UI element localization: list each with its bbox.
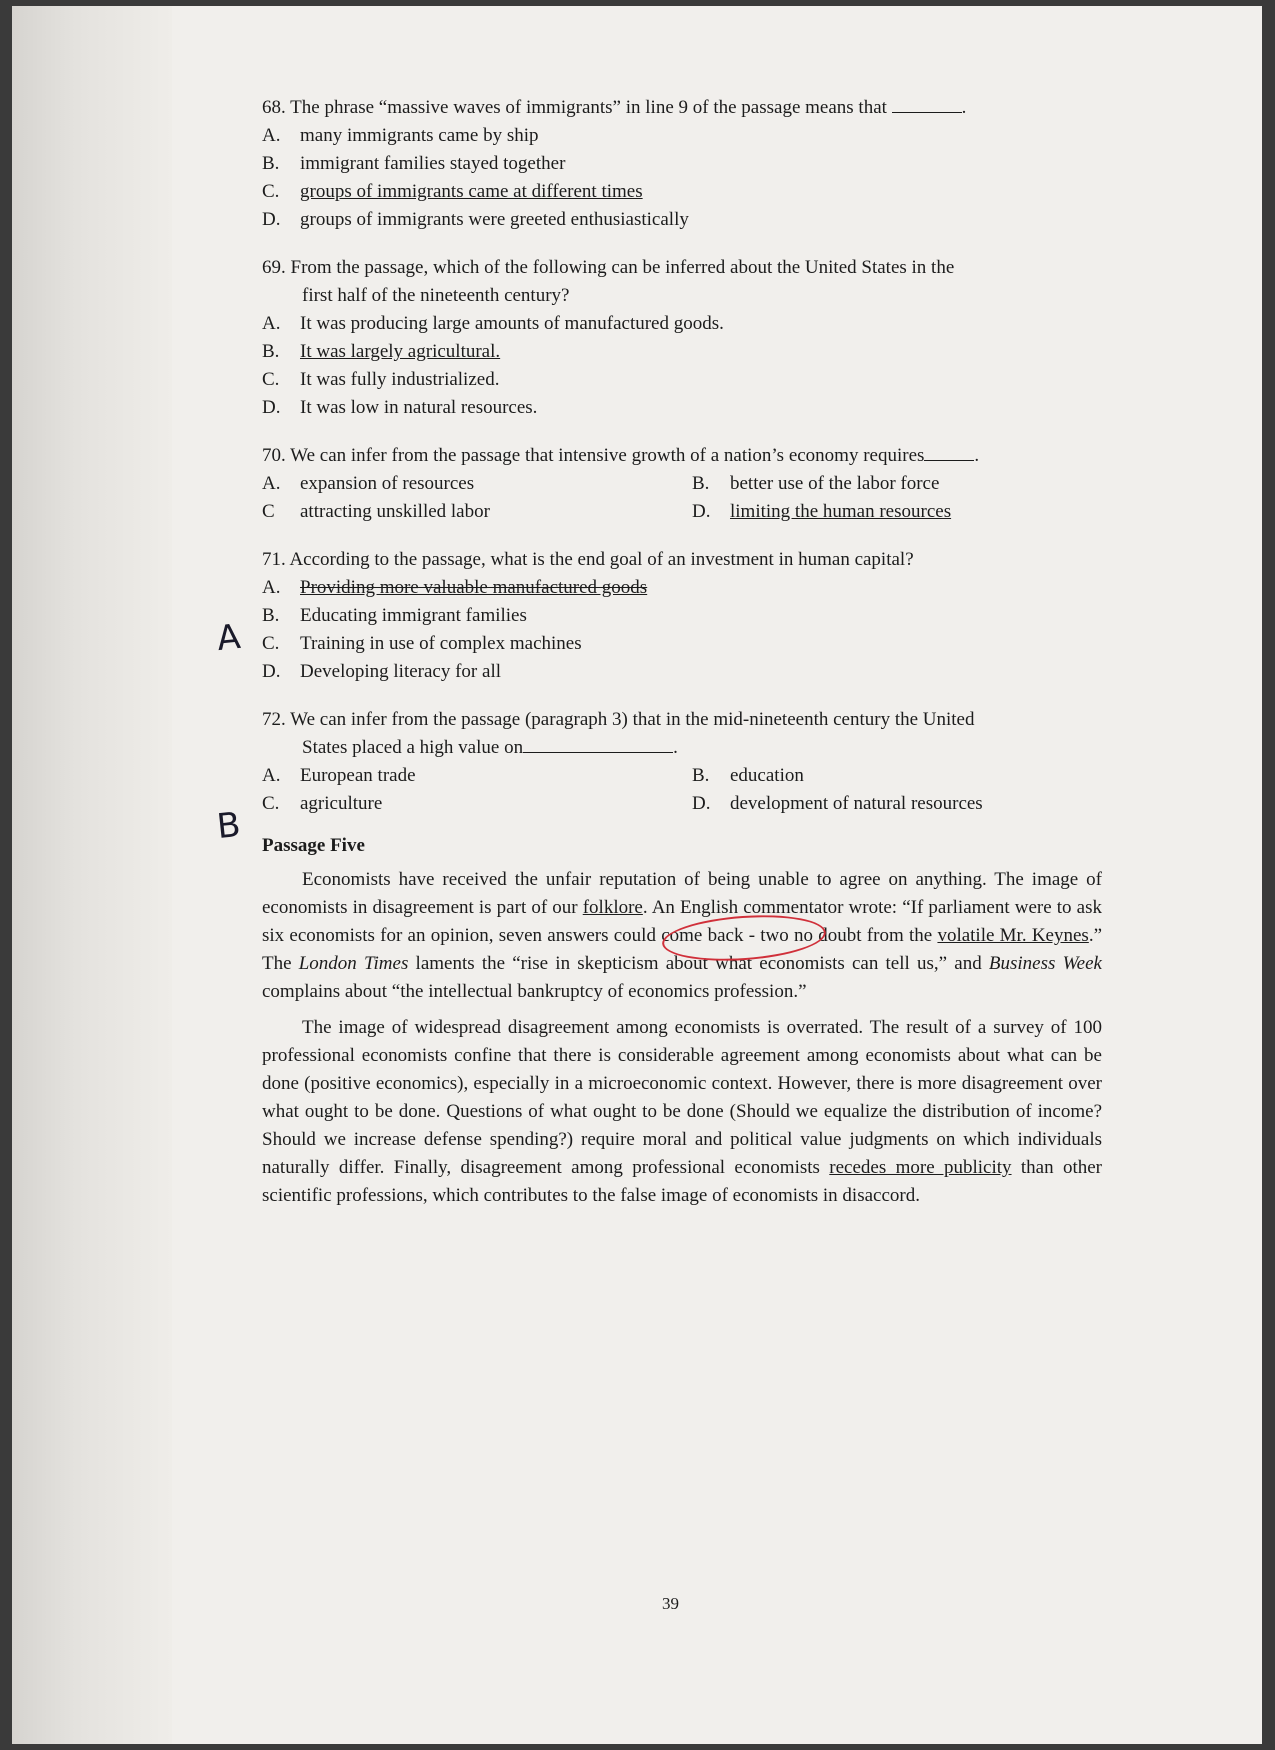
stem-tail: .	[961, 97, 967, 118]
option-c	[262, 178, 1102, 206]
option-letter: B.	[262, 341, 280, 362]
option-letter: A.	[262, 473, 281, 494]
option-text: Training in use of complex machines	[300, 633, 582, 654]
text-run: than other scientific professions, which contributes to the false image of economists in disaccord.	[262, 1157, 1102, 1206]
option-b	[692, 470, 1102, 498]
question-number: 72.	[262, 709, 286, 730]
underlined-phrase: volatile Mr. Keynes	[937, 925, 1089, 946]
option-letter: A.	[262, 765, 281, 786]
option-c	[262, 498, 692, 526]
option-d	[262, 206, 1102, 234]
italic-title: London Times	[298, 953, 409, 974]
question-stem	[262, 94, 1102, 122]
option-text: It was largely agricultural.	[300, 341, 501, 362]
option-letter: B.	[692, 765, 710, 786]
italic-title: Business Week	[988, 953, 1102, 974]
option-letter: D.	[262, 397, 281, 418]
option-a	[262, 470, 692, 498]
option-text: European trade	[300, 765, 416, 786]
option-a	[262, 122, 1102, 150]
option-text: many immigrants came by ship	[300, 125, 539, 146]
stem-tail: .	[974, 445, 980, 466]
option-text: groups of immigrants came at different times	[300, 181, 643, 202]
question-number: 69.	[262, 257, 286, 278]
option-text: immigrant families stayed together	[300, 153, 566, 174]
option-a	[262, 310, 1102, 338]
options-grid	[262, 470, 1102, 526]
question-number: 70.	[262, 445, 286, 466]
handwritten-answer-71: A	[214, 616, 243, 660]
option-text: expansion of resources	[300, 473, 475, 494]
passage-title: Passage Five	[262, 835, 365, 856]
question-text: According to the passage, what is the end goal of an investment in human capital?	[289, 549, 914, 570]
option-c	[262, 630, 1102, 658]
option-letter: C.	[262, 633, 280, 654]
option-letter: D.	[692, 501, 711, 522]
question-number: 71.	[262, 549, 286, 570]
question-text-continued	[262, 734, 1102, 762]
question-70	[262, 442, 1102, 526]
question-69	[262, 254, 1102, 422]
option-b	[692, 762, 1102, 790]
option-b	[262, 602, 1102, 630]
option-d	[262, 394, 1102, 422]
underlined-phrase: recedes more publicity	[829, 1157, 1012, 1178]
text-run: Economists have received the unfair reputation of being unable to agree on anything. The image of economists in disagreement is part of our	[262, 869, 1102, 918]
page-number: 39	[662, 1594, 679, 1613]
answer-blank	[892, 94, 962, 113]
question-stem	[262, 546, 1102, 574]
passage-paragraph-2	[262, 1014, 1102, 1210]
question-stem	[262, 706, 1102, 734]
question-text-continued: first half of the nineteenth century?	[302, 285, 570, 306]
option-text: It was low in natural resources.	[300, 397, 538, 418]
stem-cont-text: States placed a high value on	[302, 737, 524, 758]
answer-blank	[924, 442, 974, 461]
question-stem	[262, 254, 1102, 282]
option-letter: C.	[262, 181, 280, 202]
option-text: It was producing large amounts of manufactured goods.	[300, 313, 724, 334]
question-text: We can infer from the passage (paragraph 3) that in the mid-nineteenth century the United	[290, 709, 975, 730]
page-content	[262, 94, 1102, 1218]
option-text: It was fully industrialized.	[300, 369, 500, 390]
option-text: attracting unskilled labor	[300, 501, 490, 522]
option-letter: C.	[262, 793, 280, 814]
question-text: From the passage, which of the following can be inferred about the United States in the	[290, 257, 955, 278]
option-text: better use of the labor force	[730, 473, 940, 494]
option-text: agriculture	[300, 793, 383, 814]
option-text: education	[730, 765, 804, 786]
text-run: .” The	[262, 925, 1103, 974]
option-letter: D.	[262, 661, 281, 682]
option-text: development of natural resources	[730, 793, 983, 814]
option-a	[262, 574, 1102, 602]
question-text: The phrase “massive waves of immigrants” in line 9 of the passage means that	[290, 97, 887, 118]
option-letter: A.	[262, 313, 281, 334]
question-71	[262, 546, 1102, 686]
option-letter: A.	[262, 125, 281, 146]
option-b	[262, 338, 1102, 366]
question-68	[262, 94, 1102, 234]
question-number: 68.	[262, 97, 286, 118]
question-text: We can infer from the passage that intensive growth of a nation’s economy requires	[290, 445, 925, 466]
book-gutter-shadow	[12, 6, 172, 1744]
question-72	[262, 706, 1102, 818]
option-b	[262, 150, 1102, 178]
option-letter: C.	[262, 369, 280, 390]
option-c	[262, 790, 692, 818]
option-letter: B.	[692, 473, 710, 494]
answer-blank	[523, 734, 673, 753]
option-letter: A.	[262, 577, 281, 598]
handwritten-answer-72: B	[214, 804, 243, 848]
option-letter: C	[262, 501, 275, 522]
option-a	[262, 762, 692, 790]
text-run: complains about “the intellectual bankruptcy of economics profession.”	[262, 981, 807, 1002]
scanned-page	[12, 6, 1262, 1744]
option-d	[262, 658, 1102, 686]
option-text: Educating immigrant families	[300, 605, 527, 626]
text-run: The image of widespread disagreement among economists is overrated. The result of a survey of 100 professional economists confine that there is considerable agreement among economists about what can be done (positive economics), especially in a microeconomic context. However, there is more disagreement over what ought to be done. Questions of what ought to be done (Should we equalize the distribution of income? Should we increase defense spending?) require moral and political value judgments on which individuals naturally differ. Finally, disagreement among professional economists	[262, 1017, 1102, 1178]
option-text: limiting the human resources	[730, 501, 952, 522]
option-d	[692, 498, 1102, 526]
option-letter: B.	[262, 153, 280, 174]
question-stem	[262, 442, 1102, 470]
text-run: laments the “rise in skepticism about what economists can tell us,” and	[408, 953, 989, 974]
option-text: Providing more valuable manufactured goods	[300, 577, 648, 598]
underlined-word: folklore	[582, 897, 643, 918]
option-text: groups of immigrants were greeted enthusiastically	[300, 209, 689, 230]
options-grid	[262, 762, 1102, 818]
option-letter: B.	[262, 605, 280, 626]
stem-tail: .	[673, 737, 678, 758]
option-c	[262, 366, 1102, 394]
option-d	[692, 790, 1102, 818]
option-letter: D.	[262, 209, 281, 230]
option-letter: D.	[692, 793, 711, 814]
option-text: Developing literacy for all	[300, 661, 502, 682]
text-run: . An English commentator wrote: “If parliament were to ask six economists for an opinion, seven answers could come back - two no doubt from the	[262, 897, 1102, 946]
